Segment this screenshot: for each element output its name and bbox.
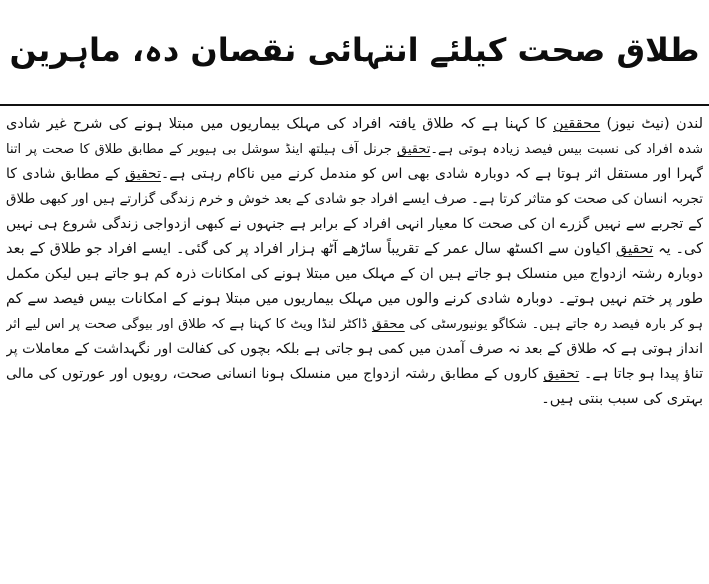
underlined-term: محقق [371, 317, 405, 332]
underlined-term: تحقیق [543, 366, 580, 382]
underlined-term: تحقیق [397, 142, 431, 157]
article-line: دوبارہ رشتہ ازدواج میں منسلک ہو جاتے ہیں ان کے مہلک میں مبتلا ہونے کی امکانات ذرہ کم ہو جاتے ہیں لیکن مکمل [6, 266, 703, 282]
article-line: انداز ہوتی ہے کہ طلاق کے بعد نہ صرف آمدن میں کمی ہو جاتی ہے بلکہ بچوں کی کفالت اور نگہداشت کے معاملات پر [6, 341, 703, 357]
headline-divider [0, 104, 709, 106]
underlined-term: محققین [553, 116, 601, 132]
article-line: تناؤ پیدا ہو جاتا ہے۔ تحقیق کاروں کے مطابق رشتہ ازدواج میں منسلک ہونا انسانی صحت، رویوں اور عورتوں کی مالی [6, 366, 703, 382]
article-line: کی۔ یہ تحقیق اکیاون سے اکسٹھ سال عمر کے تقریباً ساڑھے آٹھ ہزار افراد پر کی گئی۔ ایسے افراد جو طلاق کے بعد [6, 241, 703, 257]
article-line: لندن (نیٹ نیوز) محققین کا کہنا ہے کہ طلاق یافتہ افراد کی مہلک بیماریوں میں مبتلا ہونے کی شرح غیر شادی [6, 116, 703, 132]
headline: طلاق صحت کیلئے انتہائی نقصان دہ، ماہرین [9, 31, 700, 69]
underlined-term: تحقیق [616, 241, 654, 257]
article-line: گہرا اور مستقل اثر ہوتا ہے کہ دوبارہ شادی بھی اس کو مندمل کرنے میں ناکام رہتی ہے۔تحقیق کے مطابق شادی کا [6, 166, 703, 182]
article-line: ہو کر بارہ فیصد رہ جاتے ہیں۔ شکاگو یونیورسٹی کی محقق ڈاکٹر لنڈا ویٹ کا کہنا ہے کہ طلاق اور بیوگی صحت پر اس لیے اثر [6, 317, 703, 332]
article-line: شدہ افراد کی نسبت بیس فیصد زیادہ ہوتی ہے۔تحقیق جرنل آف ہیلتھ اینڈ سوشل بی ہیویر کے مطابق طلاق کا صحت پر اتنا [6, 142, 703, 157]
article-line: کے تجربے سے نہیں گزرے ان کی صحت کا معیار انہی افراد کے برابر ہے جنہوں نے کبھی ازدواجی زندگی شروع ہی نہیں [6, 216, 703, 232]
article-line: تجربہ انسان کی صحت کو متاثر کرتا ہے۔ صرف ایسے افراد جو شادی کے بعد خوش و خرم زندگی گزارتے ہیں اور کبھی طلاق [6, 191, 703, 207]
article-line: طور پر ختم نہیں ہوتے۔ دوبارہ شادی کرنے والوں میں مہلک بیماریوں میں مبتلا ہونے کے امکانات بیس فیصد سے کم [6, 291, 703, 307]
article-line: بہتری کی سبب بنتی ہیں۔ [541, 391, 703, 407]
article-body [6, 112, 703, 412]
underlined-term: تحقیق [125, 166, 161, 182]
